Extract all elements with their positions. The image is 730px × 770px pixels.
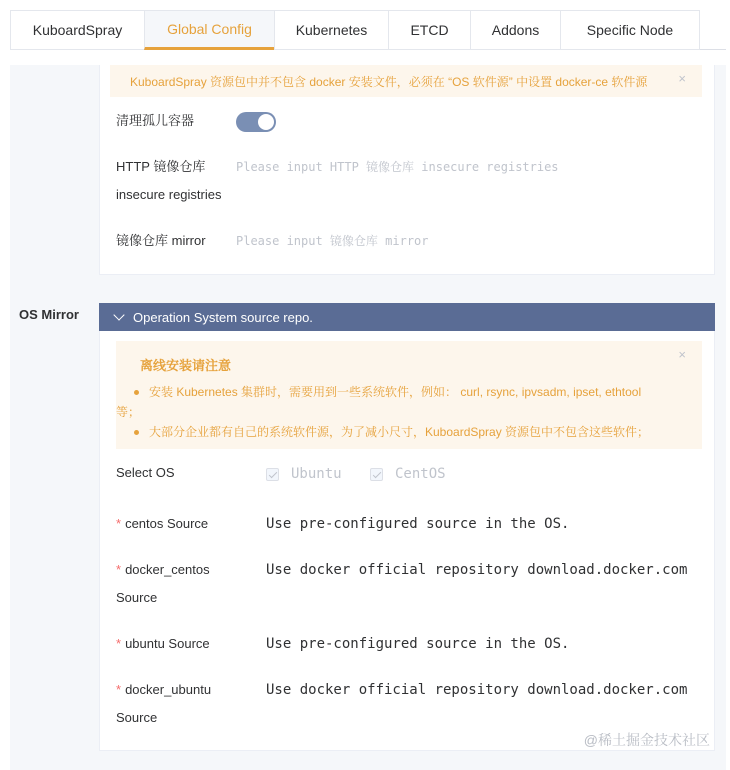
config-tabs — [10, 10, 726, 50]
centos-source-label: * centos Source — [116, 516, 209, 531]
http-registry-label-line2: insecure registries — [116, 187, 222, 202]
bullet-icon — [134, 390, 139, 395]
docker-ubuntu-label: * docker_ubuntu — [116, 682, 212, 697]
docker-ubuntu-value[interactable]: Use docker official repository download.docker.com — [266, 682, 688, 698]
watermark: @稀土掘金技术社区 — [583, 732, 710, 748]
os-mirror-collapse-header[interactable] — [99, 303, 715, 331]
docker-warning-text: KuboardSpray 资源包中并不包含 docker 安装文件，必须在 “OS 软件源” 中设置 docker-ce 软件源 — [130, 75, 648, 89]
tab-addons[interactable]: Addons — [470, 10, 560, 50]
close-icon[interactable]: × — [678, 71, 686, 86]
warning-title: 离线安装请注意 — [140, 358, 232, 373]
os-mirror-panel — [99, 303, 715, 751]
http-registry-label: HTTP 镜像仓库 — [116, 159, 206, 174]
checkbox-icon — [266, 468, 279, 481]
tab-kubernetes[interactable]: Kubernetes — [274, 10, 388, 50]
ubuntu-source-label: * ubuntu Source — [116, 636, 210, 651]
mirror-input[interactable]: Please input 镜像仓库 mirror — [236, 234, 429, 248]
switch-knob — [258, 114, 274, 130]
offline-warning-alert — [116, 341, 702, 449]
mirror-label: 镜像仓库 mirror — [116, 233, 206, 248]
http-registry-input[interactable]: Please input HTTP 镜像仓库 insecure registries — [236, 160, 559, 174]
docker-ubuntu-label-line2: Source — [116, 710, 158, 725]
select-os-label: Select OS — [116, 465, 175, 480]
tab-specific-node[interactable]: Specific Node — [560, 10, 700, 50]
centos-source-value[interactable]: Use pre-configured source in the OS. — [266, 516, 570, 532]
chevron-down-icon — [113, 309, 124, 320]
warning-line-2: 大部分企业都有自己的系统软件源，为了减小尺寸，KuboardSpray 资源包中不包含这些软件； — [134, 422, 649, 442]
warning-line-1: 安装 Kubernetes 集群时，需要用到一些系统软件，例如： curl, rsync, ipvsadm, ipset, ethtool — [134, 382, 641, 402]
bullet-icon — [134, 430, 139, 435]
docker-config-panel — [99, 65, 715, 275]
docker-warning-alert — [110, 65, 702, 97]
os-mirror-label: OS Mirror — [19, 307, 79, 322]
ubuntu-checkbox[interactable]: Ubuntu — [266, 466, 342, 482]
tab-etcd[interactable]: ETCD — [388, 10, 470, 50]
orphan-container-label: 清理孤儿容器 — [116, 113, 195, 128]
docker-centos-value[interactable]: Use docker official repository download.docker.com — [266, 562, 688, 578]
docker-centos-label-line2: Source — [116, 590, 158, 605]
orphan-container-switch[interactable] — [236, 112, 276, 132]
warning-line-1-cont: 等； — [116, 405, 141, 419]
content-area — [10, 65, 726, 770]
tab-global-config[interactable]: Global Config — [144, 10, 274, 50]
docker-centos-label: * docker_centos — [116, 562, 210, 577]
collapse-header-text: Operation System source repo. — [133, 309, 313, 325]
centos-checkbox[interactable]: CentOS — [370, 466, 446, 482]
ubuntu-source-value[interactable]: Use pre-configured source in the OS. — [266, 636, 570, 652]
tab-kuboardspray[interactable]: KuboardSpray — [10, 10, 144, 50]
close-icon[interactable]: × — [678, 347, 686, 362]
checkbox-icon — [370, 468, 383, 481]
